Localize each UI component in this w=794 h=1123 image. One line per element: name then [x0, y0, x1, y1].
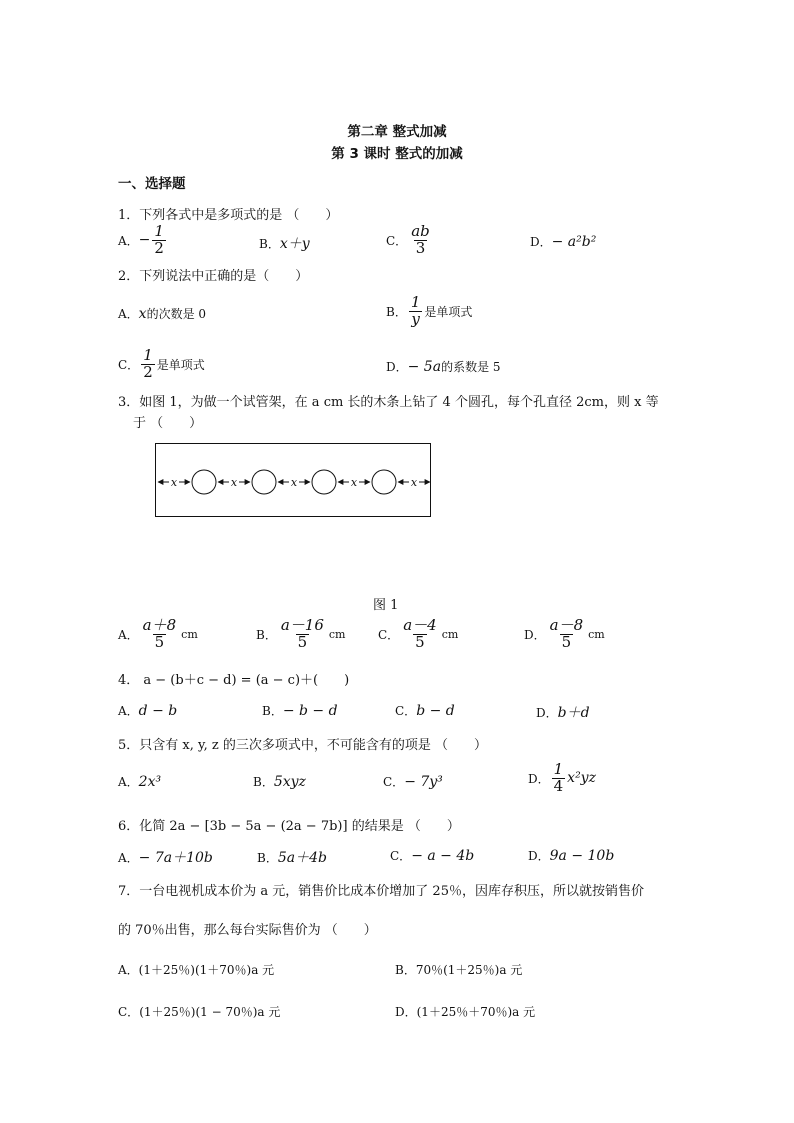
q2-option-a: A． x 的次数是 0 [118, 305, 207, 322]
question-4-stem: 4． a − (b＋c − d) = (a − c)＋( ) [118, 673, 350, 688]
q5-option-a: A． 2x³ [118, 773, 162, 790]
q4-option-a: A． d − b [118, 702, 178, 719]
hole-3 [312, 470, 336, 494]
q5-option-c: C． − 7y³ [383, 773, 443, 790]
q3-option-b: B． $\frac{a-16}{5}$ cm [256, 616, 346, 651]
question-7-stem-line1: 7．一台电视机成本价为 a 元，销售价比成本价增加了 25％，因库存积压，所以就按销售价 [118, 884, 644, 899]
q6-option-d: D． 9a − 10b [528, 847, 615, 864]
question-3-stem-line1: 3．如图 1，为做一个试管架，在 a cm 长的木条上钻了 4 个圆孔，每个孔直径 2cm，则 x 等 [118, 395, 659, 410]
question-2-stem: 2．下列说法中正确的是（ ） [118, 269, 309, 284]
q7-option-c: C． (1＋25％)(1 − 70％)a 元 [118, 1005, 281, 1019]
question-5-stem: 5．只含有 x, y, z 的三次多项式中，不可能含有的项是 （ ） [118, 738, 487, 753]
q7-option-d: D． (1＋25％＋70％)a 元 [395, 1005, 536, 1019]
q1-option-b: B． x＋y [259, 236, 310, 252]
q1-option-d: D． − a²b² [530, 233, 597, 250]
question-7-stem-line2: 的 70％出售，那么每台实际售价为 （ ） [118, 923, 377, 938]
q2-option-d: D． − 5a 的系数是 5 [386, 358, 501, 375]
lesson-title: 第 3 课时 整式的加减 [331, 146, 463, 162]
hole-1 [192, 470, 216, 494]
q4-option-b: B． − b − d [262, 702, 338, 719]
q1-option-c: C． $\frac{ab}{3}$ [386, 222, 430, 257]
question-6-stem: 6．化简 2a − [3b − 5a − (2a − 7b)] 的结果是 （ ） [118, 819, 460, 834]
q6-option-a: A． − 7a＋10b [118, 850, 213, 866]
q2-option-c: C． $\frac{1}{2}$ 是单项式 [118, 346, 205, 381]
gap-label-1: x [170, 476, 178, 489]
q5-option-d: D． $\frac{1}{4}$ x²yz [528, 760, 596, 795]
hole-4 [372, 470, 396, 494]
q6-option-c: C． − a − 4b [390, 847, 475, 864]
test-tube-rack-figure [155, 443, 431, 517]
q4-option-c: C． b − d [395, 702, 455, 719]
q5-option-b: B． 5xyz [253, 773, 306, 790]
gap-label-5: x [410, 476, 418, 489]
q3-option-d: D． $\frac{a-8}{5}$ cm [524, 616, 605, 651]
figure-caption: 图 1 [373, 598, 399, 613]
q3-option-a: A． $\frac{a+8}{5}$ cm [118, 616, 198, 651]
q6-option-b: B． 5a＋4b [257, 850, 327, 866]
rack-diagram [156, 444, 432, 518]
gap-label-2: x [230, 476, 238, 489]
q7-option-b: B． 70％(1＋25％)a 元 [395, 963, 523, 977]
q1-option-a: A． − $\frac{1}{2}$ [118, 222, 164, 257]
hole-2 [252, 470, 276, 494]
question-3-stem-line2: 于 （ ） [133, 416, 203, 431]
gap-label-4: x [350, 476, 358, 489]
q3-option-c: C． $\frac{a-4}{5}$ cm [378, 616, 459, 651]
q2-option-b: B． $\frac{1}{y}$ 是单项式 [386, 293, 473, 328]
q7-option-a: A． (1＋25％)(1＋70％)a 元 [118, 963, 275, 977]
q4-option-d: D． b＋d [536, 705, 590, 721]
gap-label-3: x [290, 476, 298, 489]
question-1-stem: 1．下列各式中是多项式的是 （ ） [118, 208, 339, 223]
chapter-title: 第二章 整式加减 [347, 124, 447, 140]
section-title: 一、选择题 [118, 176, 186, 192]
